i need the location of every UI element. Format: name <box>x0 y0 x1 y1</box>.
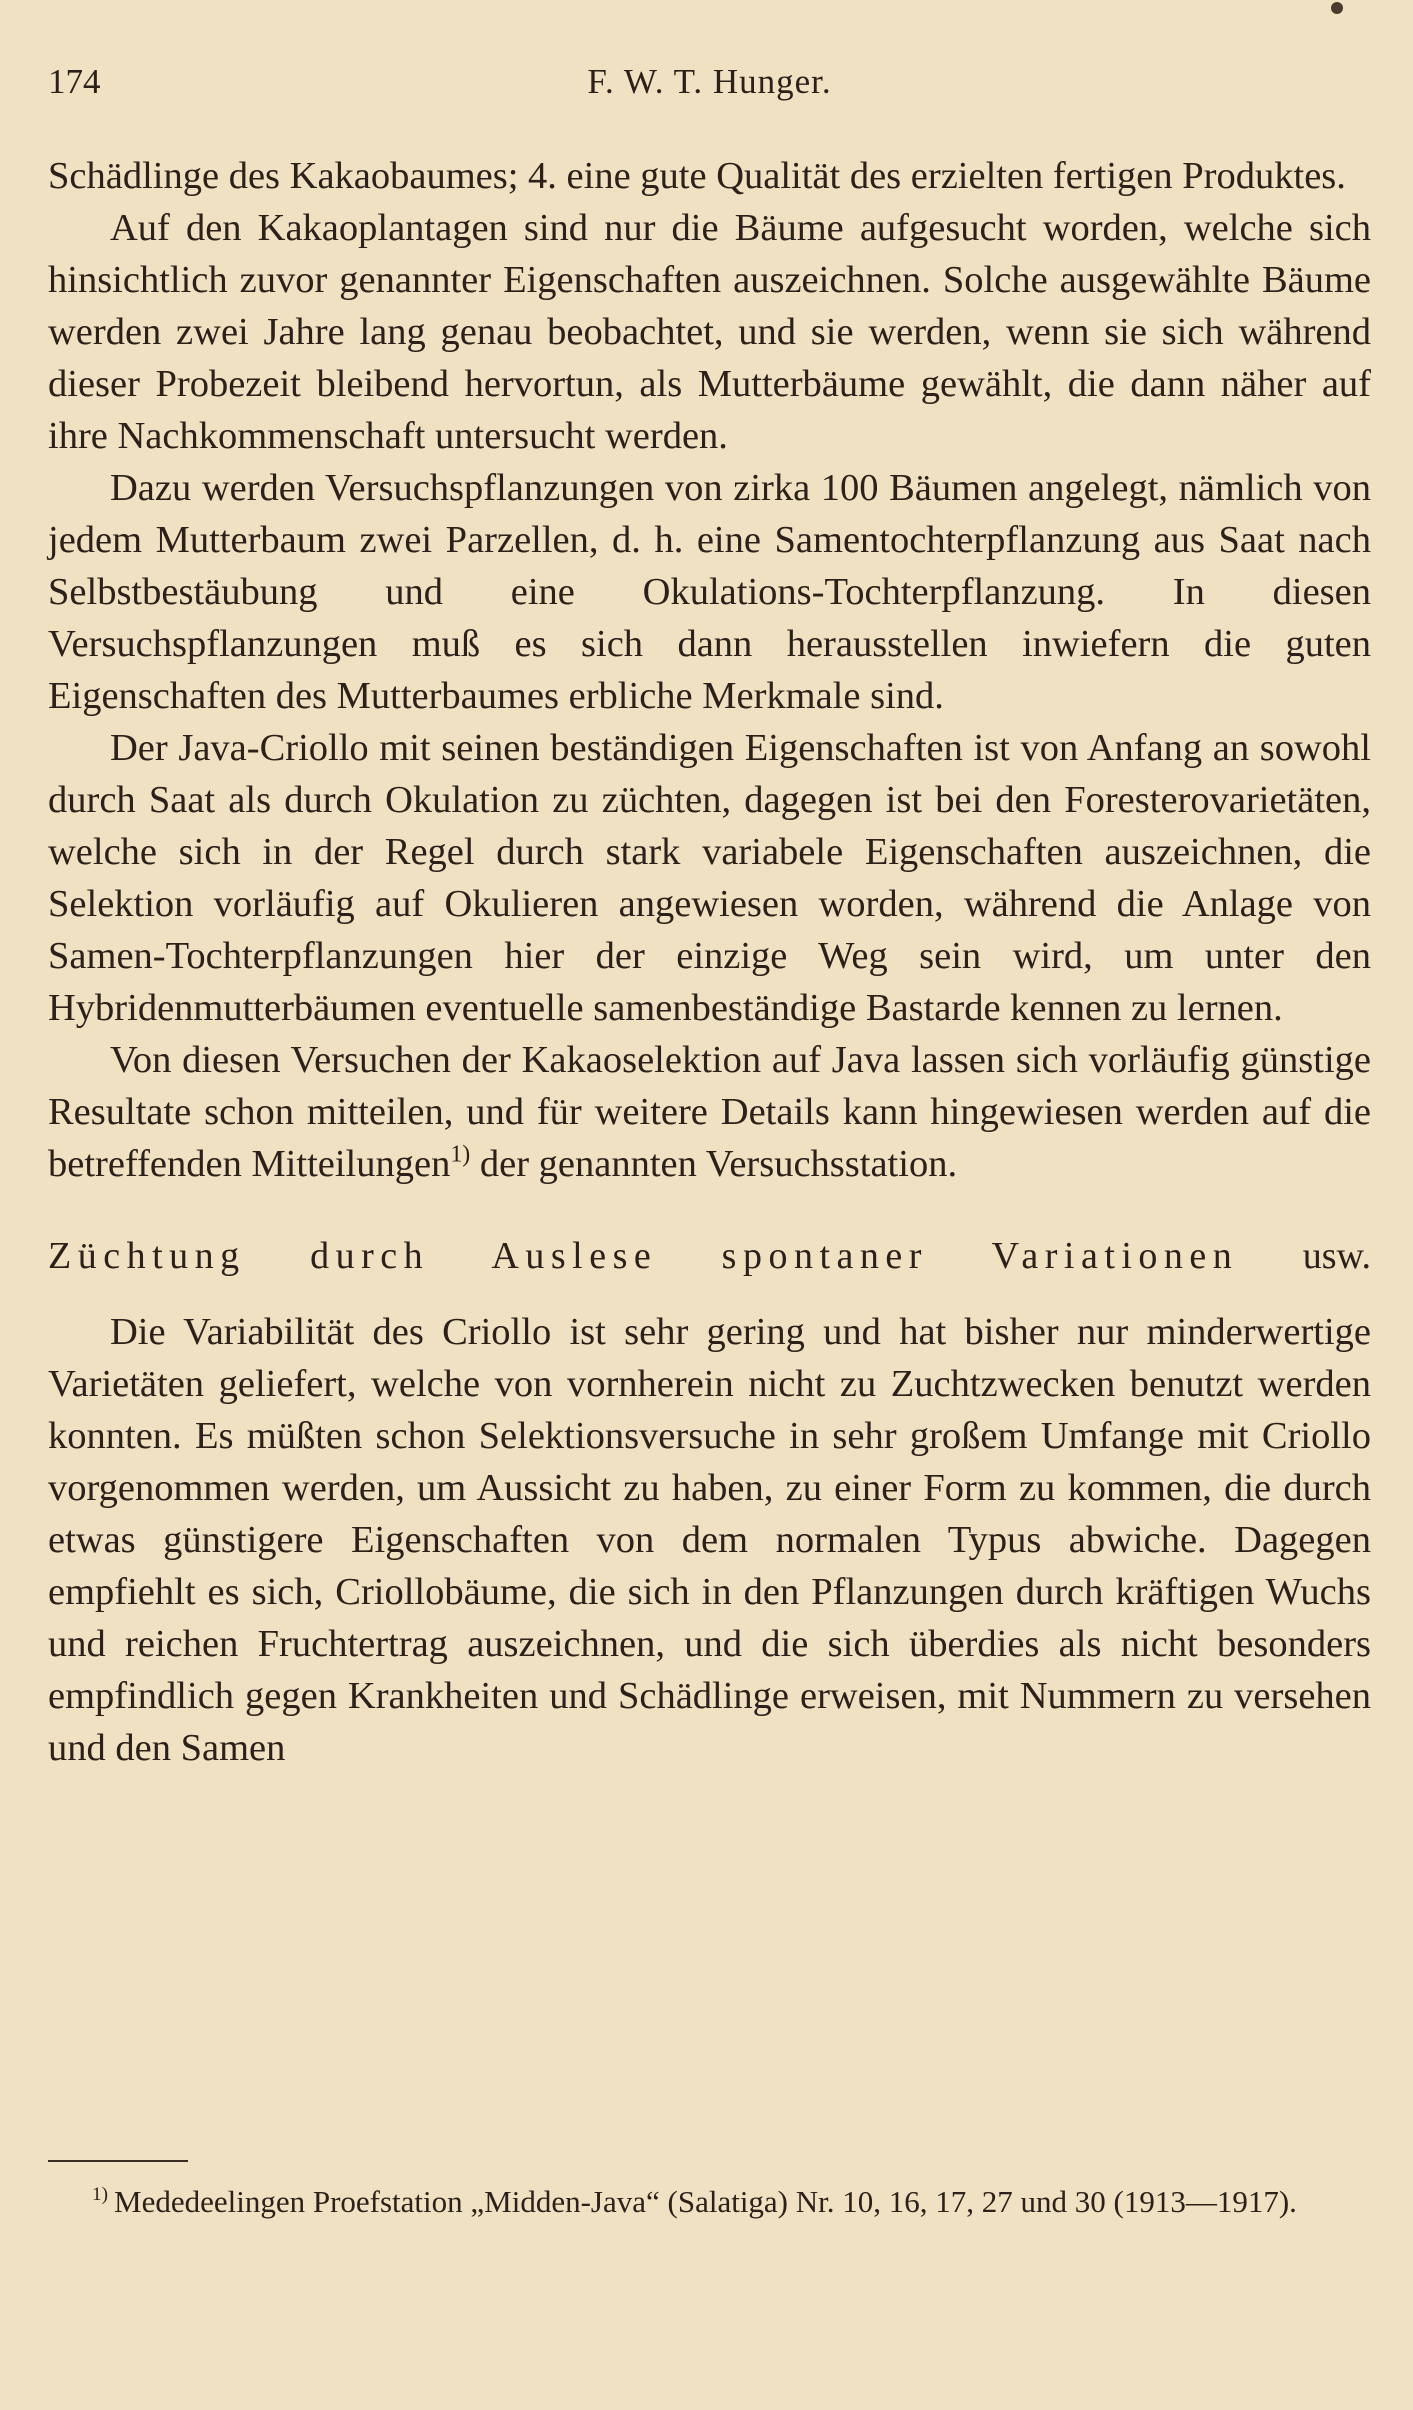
section-heading-text: Züchtung durch Auslese spontaner Variationen <box>48 1235 1239 1277</box>
page-header <box>48 62 1371 112</box>
paragraph-1: Schädlinge des Kakaobaumes; 4. eine gute Qualität des erzielten fertigen Produktes. <box>48 155 1346 197</box>
footnote-rule <box>48 2160 188 2162</box>
footnote: $^{1)}$ Mededeelingen Proefstation „Midden-Java“ (Salatiga) Nr. 10, 16, 17, 27 und 30 (1913—1917). <box>92 2184 1297 2219</box>
running-head: F. W. T. Hunger. <box>587 62 832 101</box>
paragraph-5 <box>48 1034 1371 1190</box>
section-heading <box>48 1230 1371 1282</box>
footnote-reference: 1) <box>450 1141 471 1168</box>
section-paragraph-1: Die Variabilität des Criollo ist sehr gering und hat bisher nur minderwertige Varietäten geliefert, welche von vornherein nicht zu Zuchtzwecken benutzt werden konnten. Es müßten schon Selektionsversuche in sehr großem Umfange mit Criollo vorgenommen werden, um Aussicht zu haben, zu einer Form zu kommen, die durch etwas günstigere Eigenschaften von dem normalen Typus abwiche. Dagegen empfiehlt es sich, Criollobäume, die sich in den Pflanzungen durch kräftigen Wuchs und reichen Fruchtertrag auszeichnen, und die sich überdies als nicht besonders empfindlich gegen Krankheiten und Schädlinge erweisen, mit Nummern zu versehen und den Samen <box>48 1311 1371 1769</box>
page-number: 174 <box>48 62 101 101</box>
paragraph-5-end: der genannten Versuchsstation. <box>470 1143 958 1185</box>
paragraph-5-text: Von diesen Versuchen der Kakaoselektion auf Java lassen sich vorläufig günstige Resultate schon mitteilen, und für weitere Details kann hingewiesen werden auf die betreffenden Mitteilungen <box>48 1039 1371 1185</box>
section-heading-suffix: usw. <box>1302 1235 1371 1277</box>
paragraph-3: Dazu werden Versuchspflanzungen von zirka 100 Bäumen angelegt, nämlich von jedem Mutterbaum zwei Parzellen, d. h. eine Samentochterpflanzung aus Saat nach Selbstbestäubung und eine Okulations-Tochterpflanzung. In diesen Versuchspflanzungen muß es sich dann herausstellen inwiefern die guten Eigenschaften des Mutterbaumes erbliche Merkmale sind. <box>48 467 1371 717</box>
paragraph-2: Auf den Kakaoplantagen sind nur die Bäume aufgesucht worden, welche sich hinsichtlich zuvor genannter Eigenschaften auszeichnen. Solche ausgewählte Bäume werden zwei Jahre lang genau beobachtet, und sie werden, wenn sie sich während dieser Probezeit bleibend hervortun, als Mutterbäume gewählt, die dann näher auf ihre Nachkommenschaft untersucht werden. <box>48 207 1371 457</box>
body-text <box>48 150 1371 1774</box>
paragraph-4: Der Java-Criollo mit seinen beständigen Eigenschaften ist von Anfang an sowohl durch Saat als durch Okulation zu züchten, dagegen ist bei den Foresterovarietäten, welche sich in der Regel durch stark variabele Eigenschaften auszeichnen, die Selektion vorläufig auf Okulieren angewiesen worden, während die Anlage von Samen-Tochterpflanzungen hier der einzige Weg sein wird, um unter den Hybridenmutterbäumen eventuelle samenbeständige Bastarde kennen zu lernen. <box>48 727 1371 1029</box>
book-page <box>48 0 1371 2410</box>
footnote-text: Mededeelingen Proefstation „Midden-Java“ (Salatiga) Nr. 10, 16, 17, 27 und 30 (1913—1917). <box>114 2184 1297 2219</box>
ink-speck <box>1331 2 1343 14</box>
